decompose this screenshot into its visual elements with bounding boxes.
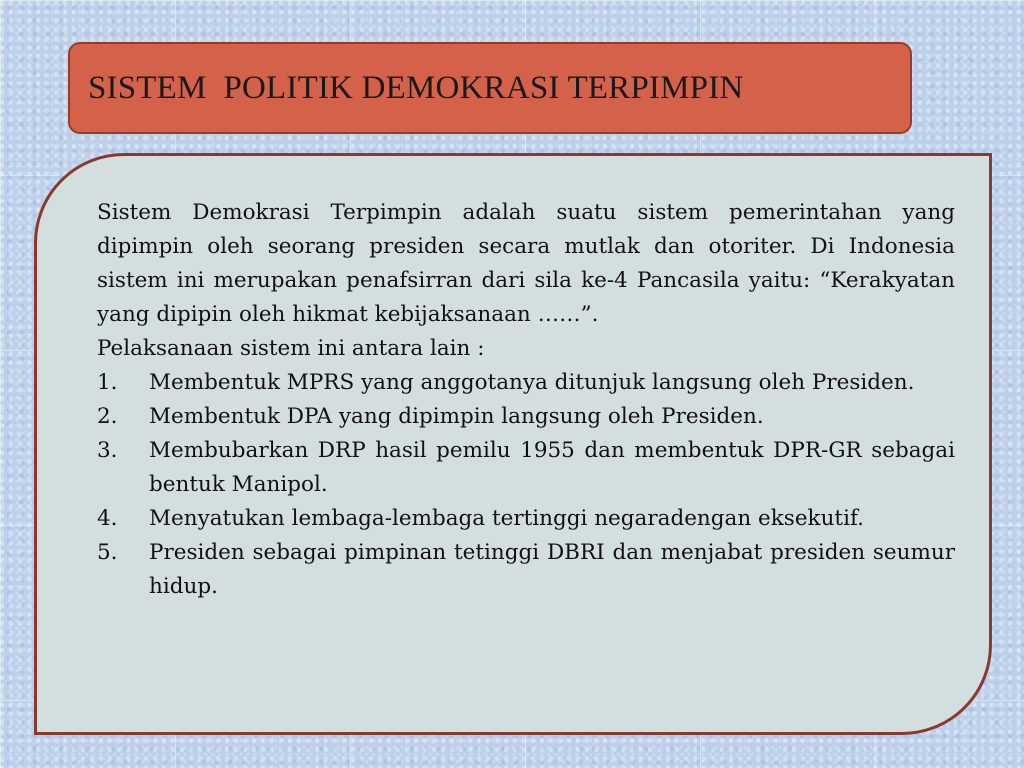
list-number: 1. — [97, 370, 118, 395]
list-text: Presiden sebagai pimpinan tetinggi DBRI dan menjabat presiden seumur hidup. — [149, 540, 955, 599]
list-text: Menyatukan lembaga-lembaga tertinggi negaradengan eksekutif. — [149, 506, 864, 531]
list-item — [97, 400, 955, 434]
content-body — [97, 196, 955, 604]
list-number: 2. — [97, 404, 118, 429]
list-intro: Pelaksanaan sistem ini antara lain : — [97, 336, 485, 361]
list-item — [97, 536, 955, 604]
intro-paragraph: Sistem Demokrasi Terpimpin adalah suatu sistem pemerintahan yang dipimpin oleh seorang presiden secara mutlak dan otoriter. Di Indonesia sistem ini merupakan penafsirran dari sila ke-4 Pancasila yaitu: “Kerakyatan yang dipipin oleh hikmat kebijaksanaan ……”. — [97, 200, 955, 327]
list-text: Membentuk DPA yang dipimpin langsung oleh Presiden. — [149, 404, 764, 429]
content-box — [34, 153, 992, 735]
list-text: Membentuk MPRS yang anggotanya ditunjuk langsung oleh Presiden. — [149, 370, 915, 395]
list-item — [97, 502, 955, 536]
list-number: 5. — [97, 540, 118, 565]
list-item — [97, 434, 955, 502]
implementation-list — [97, 366, 955, 604]
slide-title: SISTEM POLITIK DEMOKRASI TERPIMPIN — [88, 69, 744, 106]
list-item — [97, 366, 955, 400]
list-number: 4. — [97, 506, 118, 531]
list-text: Membubarkan DRP hasil pemilu 1955 dan membentuk DPR-GR sebagai bentuk Manipol. — [149, 438, 955, 497]
list-number: 3. — [97, 438, 118, 463]
title-box — [68, 42, 912, 134]
